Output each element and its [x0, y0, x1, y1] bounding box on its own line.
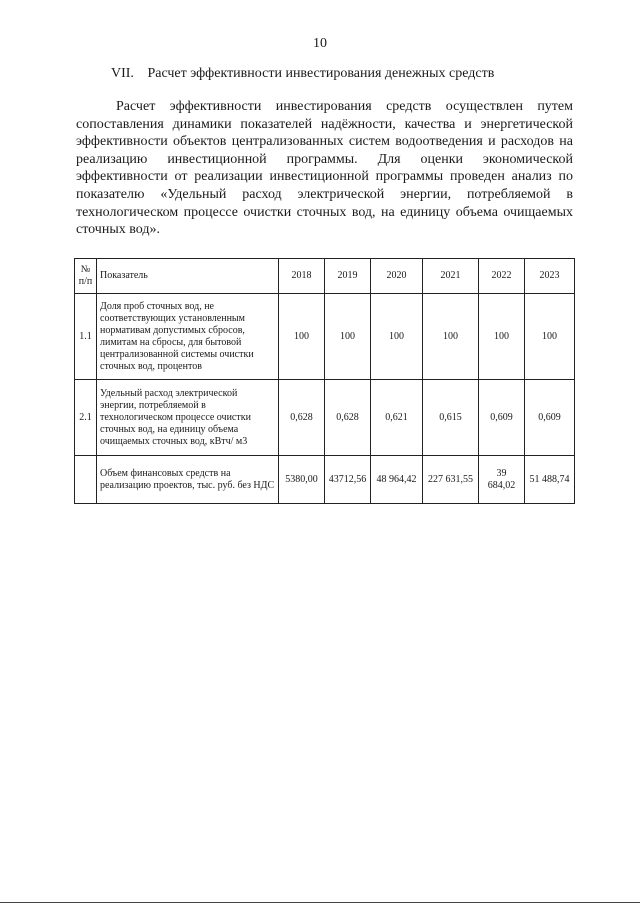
header-year: 2022 — [479, 259, 525, 294]
page-bottom-edge — [0, 902, 640, 903]
row-value: 0,628 — [325, 380, 371, 456]
body-paragraph: Расчет эффективности инвестирования средств осуществлен путем сопоставления динамики показателей надёжности, качества и энергетической эффективности объектов централизованных систем водоотведения и расходов на реализацию инвестиционной программы. Для оценки экономической эффективности от реализации инвестиционной программы проведен анализ по показателю «Удельный расход электрической энергии, потребляемой в технологическом процессе очистки сточных вод, на единицу объема очищаемых сточных вод». — [76, 99, 573, 238]
row-value: 100 — [479, 294, 525, 380]
header-num: № п/п — [75, 259, 97, 294]
row-value: 227 631,55 — [423, 456, 479, 504]
row-value: 0,615 — [423, 380, 479, 456]
header-indicator: Показатель — [97, 259, 279, 294]
table-row — [75, 456, 575, 504]
page-number: 10 — [313, 36, 327, 51]
header-year: 2018 — [279, 259, 325, 294]
row-value: 100 — [279, 294, 325, 380]
row-value: 0,628 — [279, 380, 325, 456]
row-num: 2.1 — [75, 380, 97, 456]
row-value: 48 964,42 — [371, 456, 423, 504]
row-indicator: Удельный расход электрической энергии, потребляемой в технологическом процессе очистки сточных вод, на единицу объема очищаемых сточных вод, кВтч/ м3 — [97, 380, 279, 456]
section-title: Расчет эффективности инвестирования денежных средств — [147, 66, 495, 81]
header-year: 2023 — [525, 259, 575, 294]
row-value: 39 684,02 — [479, 456, 525, 504]
row-num: 1.1 — [75, 294, 97, 380]
table-row — [75, 294, 575, 380]
table-row — [75, 380, 575, 456]
row-value: 43712,56 — [325, 456, 371, 504]
table-header-row — [75, 259, 575, 294]
row-indicator: Доля проб сточных вод, не соответствующих установленным нормативам допустимых сбросов, лимитам на сбросы, для бытовой централизованной системы очистки сточных вод, процентов — [97, 294, 279, 380]
header-year: 2019 — [325, 259, 371, 294]
row-value: 0,621 — [371, 380, 423, 456]
section-heading — [111, 66, 494, 82]
row-value: 100 — [325, 294, 371, 380]
indicators-table — [74, 258, 575, 504]
row-value: 0,609 — [479, 380, 525, 456]
header-year: 2020 — [371, 259, 423, 294]
row-value: 100 — [371, 294, 423, 380]
section-number: VII. — [111, 66, 134, 81]
row-value: 51 488,74 — [525, 456, 575, 504]
row-num — [75, 456, 97, 504]
row-value: 5380,00 — [279, 456, 325, 504]
row-value: 100 — [525, 294, 575, 380]
row-indicator: Объем финансовых средств на реализацию проектов, тыс. руб. без НДС — [97, 456, 279, 504]
row-value: 0,609 — [525, 380, 575, 456]
header-year: 2021 — [423, 259, 479, 294]
row-value: 100 — [423, 294, 479, 380]
